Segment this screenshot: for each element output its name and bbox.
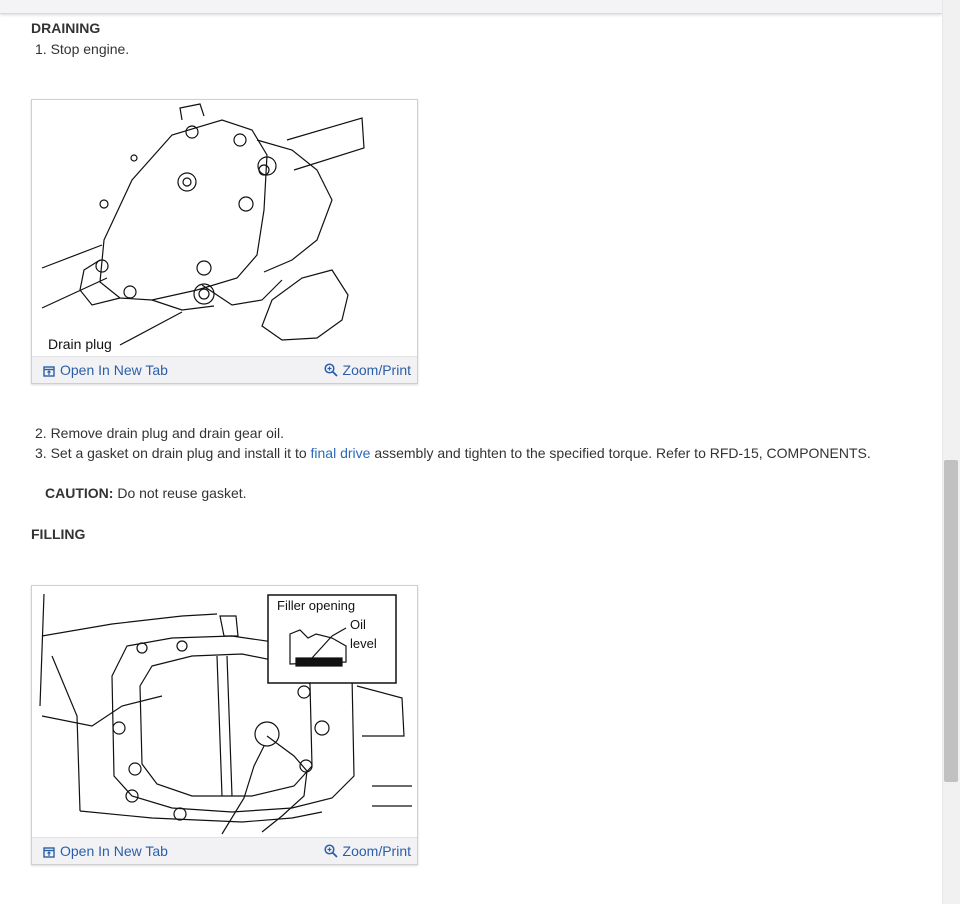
open-in-new-tab-icon xyxy=(43,365,55,377)
figure-action-bar xyxy=(32,356,417,383)
step-3-suffix: assembly and tighten to the specified torque. Refer to RFD-15, COMPONENTS. xyxy=(370,445,871,461)
open-in-new-tab-link[interactable] xyxy=(43,362,168,378)
filler-opening-figure xyxy=(31,585,418,865)
figure-action-bar xyxy=(32,837,417,864)
zoom-print-link[interactable] xyxy=(324,362,411,378)
caution-text: Do not reuse gasket. xyxy=(113,485,247,501)
open-in-new-tab-icon xyxy=(43,846,55,858)
open-in-new-tab-label: Open In New Tab xyxy=(60,843,168,859)
oil-label: Oil xyxy=(350,617,366,632)
caution-note xyxy=(45,485,247,501)
level-label: level xyxy=(350,636,377,651)
open-in-new-tab-label: Open In New Tab xyxy=(60,362,168,378)
scrollbar-thumb[interactable] xyxy=(944,460,958,782)
step-3-prefix: 3. Set a gasket on drain plug and install it to xyxy=(35,445,311,461)
drain-plug-figure xyxy=(31,99,418,384)
drain-plug-callout: Drain plug xyxy=(48,336,112,352)
step-1: 1. Stop engine. xyxy=(35,41,130,57)
step-3 xyxy=(35,445,871,461)
zoom-icon xyxy=(324,844,338,858)
zoom-icon xyxy=(324,363,338,377)
zoom-print-link[interactable] xyxy=(324,843,411,859)
filler-opening-label: Filler opening xyxy=(277,598,356,613)
caution-label: CAUTION: xyxy=(45,485,114,501)
zoom-print-label: Zoom/Print xyxy=(342,843,411,859)
draining-heading: DRAINING xyxy=(31,20,101,36)
final-drive-link[interactable]: final drive xyxy=(310,445,371,461)
zoom-print-label: Zoom/Print xyxy=(342,362,411,378)
filler-opening-diagram xyxy=(32,586,417,837)
open-in-new-tab-link[interactable] xyxy=(43,843,168,859)
step-2: 2. Remove drain plug and drain gear oil. xyxy=(35,425,285,441)
drain-plug-diagram xyxy=(32,100,417,356)
filling-heading: FILLING xyxy=(31,526,86,542)
